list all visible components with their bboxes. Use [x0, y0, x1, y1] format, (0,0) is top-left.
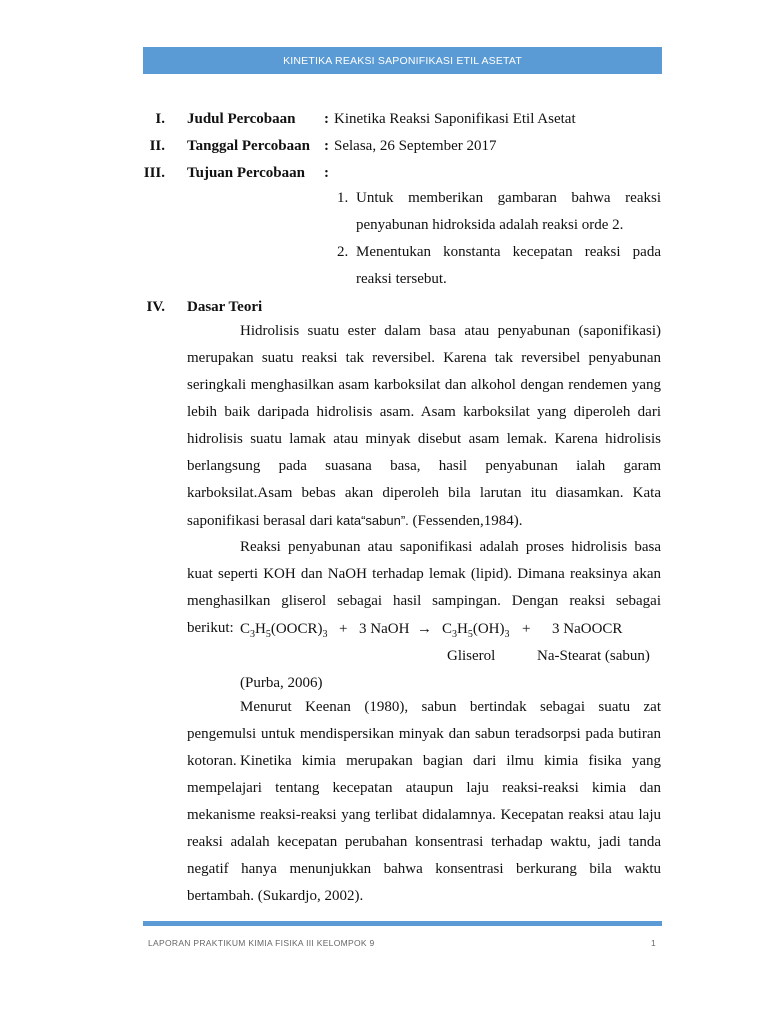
product-soap: 3 NaOOCR: [552, 621, 623, 637]
footer-divider: [143, 921, 662, 926]
section-num: I.: [155, 111, 165, 127]
theory-paragraph-1: [187, 318, 661, 535]
plus-sign: +: [339, 621, 348, 637]
objective-text: Untuk memberikan gambaran bahwa reaksi penyabunan hidroksida adalah reaksi orde 2.: [356, 190, 661, 233]
paragraph-text: Menurut Keenan (1980), sabun bertindak sebagai suatu zat pengemulsi untuk mendispersikan minyak dan sabun teradsorpsi pada butiran kotoran.: [187, 699, 661, 769]
label-glycerol: Gliserol: [447, 648, 496, 664]
reactant-ester: $C_3H_5(OOCR)_3$: [240, 621, 328, 640]
section-num: II.: [149, 138, 165, 154]
section-colon: :: [324, 111, 329, 127]
running-footer: [148, 938, 656, 948]
section-num: III.: [143, 165, 165, 181]
paragraph-citation: (Fessenden,1984).: [408, 513, 523, 529]
section-colon: :: [324, 165, 329, 181]
paragraph-quote: kata“sabun”.: [336, 513, 409, 528]
section-value: Selasa, 26 September 2017: [334, 138, 497, 154]
paragraph-text: Hidrolisis suatu ester dalam basa atau penyabunan (saponifikasi) merupakan suatu reaksi tak reversibel. Karena tak reversibel penyabunan seringkali menghasilkan asam karboksilat dan alkohol dengan rendemen yang lebih baik daripada hidrolisis asam. Asam karboksilat yang diperoleh dari hidrolisis suatu lamak atau minyak disebut asam lemak. Karena hidrolisis berlangsung pada suasana basa, hasil penyabunan ialah garam karboksilat.Asam bebas akan diperoleh bila larutan itu diasamkan. Kata saponifikasi berasal dari: [187, 323, 661, 529]
section-num: IV.: [146, 299, 165, 315]
equation-citation: (Purba, 2006): [240, 675, 323, 691]
paragraph-text: Reaksi penyabunan atau saponifikasi adalah proses hidrolisis basa kuat seperti KOH dan NaOH terhadap lemak (lipid). Dimana reaksinya akan menghasilkan gliserol sebagai hasil sampingan. Dengan reaksi sebagai berikut:: [187, 539, 661, 636]
theory-paragraph-4: [187, 748, 661, 910]
plus-sign: +: [522, 621, 531, 637]
reaction-arrow: →: [417, 621, 432, 637]
section-colon: :: [324, 138, 329, 154]
objective-text: Menentukan konstanta kecepatan reaksi pada reaksi tersebut.: [356, 244, 661, 287]
section-value: Kinetika Reaksi Saponifikasi Etil Asetat: [334, 111, 576, 127]
reactant-base: 3 NaOH: [359, 621, 410, 637]
section-label: Tanggal Percobaan: [187, 138, 310, 154]
section-label: Judul Percobaan: [187, 111, 296, 127]
objective-item: [337, 239, 661, 293]
objective-number: 1.: [337, 190, 349, 206]
header-title: KINETIKA REAKSI SAPONIFIKASI ETIL ASETAT: [283, 54, 522, 67]
page-number: 1: [650, 938, 656, 948]
footer-title: LAPORAN PRAKTIKUM KIMIA FISIKA III KELOMPOK 9: [148, 938, 375, 948]
product-glycerol: $C_3H_5(OH)_3$: [442, 621, 510, 640]
section-label: Dasar Teori: [187, 299, 263, 315]
section-label: Tujuan Percobaan: [187, 165, 305, 181]
running-header: [143, 47, 662, 74]
objective-number: 2.: [337, 244, 349, 260]
paragraph-text: Kinetika kimia merupakan bagian dari ilmu kimia fisika yang mempelajari tentang kecepatan ataupun laju reaksi-reaksi kimia dan mekanisme reaksi-reaksi yang terlibat didalamnya. Kecepatan reaksi atau laju reaksi adalah kecepatan perubahan konsentrasi terhadap waktu, jadi tanda negatif hanya menunjukkan bahwa konsentrasi berkurang bila waktu bertambah. (Sukardjo, 2002).: [187, 753, 661, 904]
objective-item: [337, 185, 661, 239]
label-soap: Na-Stearat (sabun): [537, 648, 650, 664]
